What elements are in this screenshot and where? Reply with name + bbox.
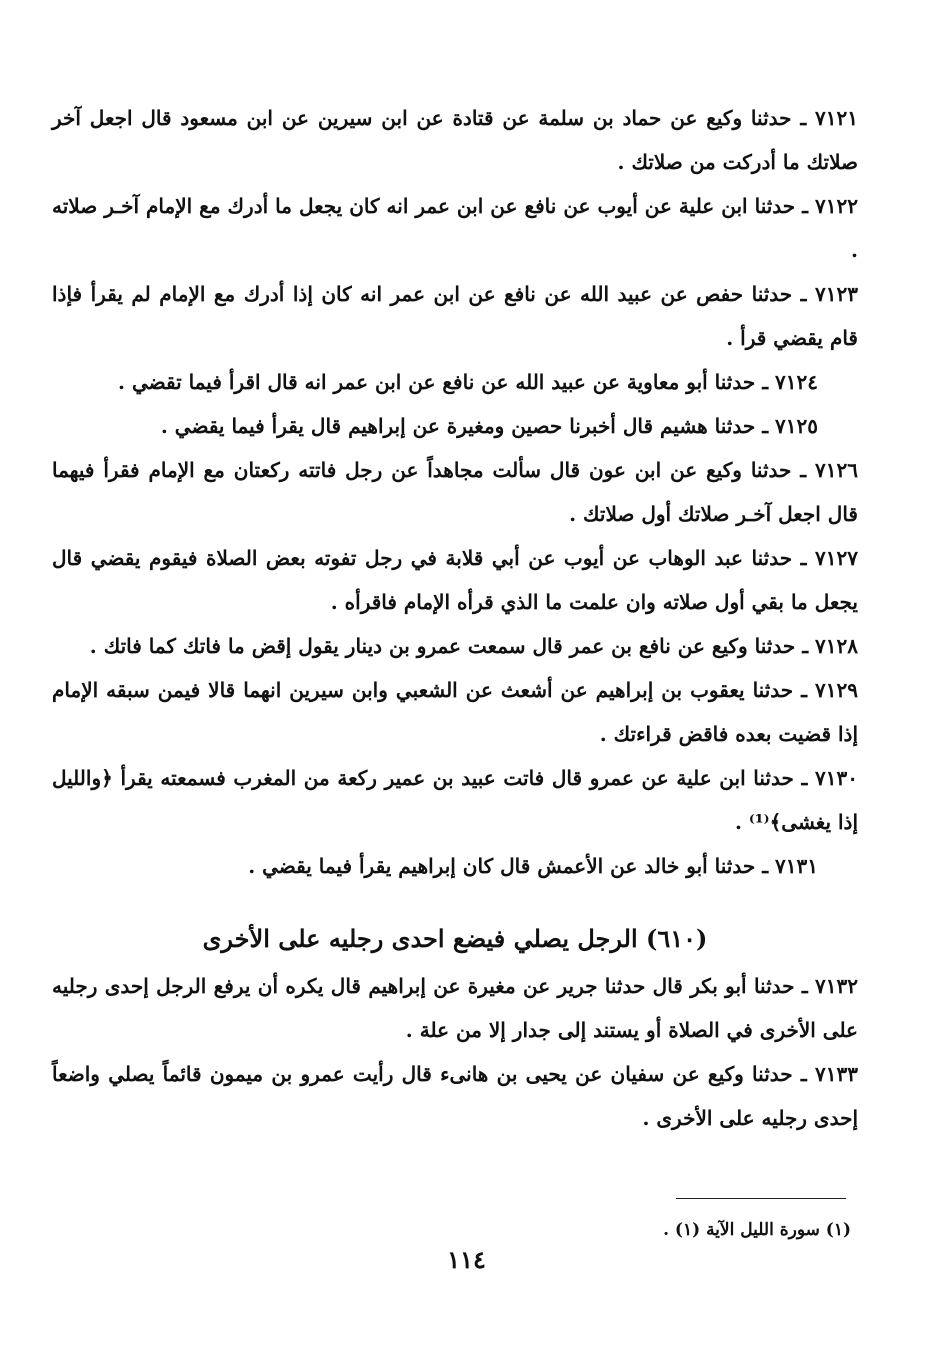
hadith-7127 (52, 536, 858, 624)
hadith-number: ٧١٢٤ (775, 370, 818, 394)
hadith-number: ٧١٢٢ (815, 194, 859, 218)
hadith-text: ـ حدثنا أبو بكر قال حدثنا جرير عن مغيرة عن إبراهيم قال يكره أن يرفع الرجل إحدى رجليه على الأخرى في الصلاة أو يستند إلى جدار إلا من علة . (52, 974, 858, 1042)
hadith-text: ـ حدثنا أبو خالد عن الأعمش قال كان إبراهيم يقرأ فيما يقضي . (248, 854, 769, 878)
hadith-7123 (52, 272, 858, 360)
page-number: ١١٤ (447, 1245, 486, 1274)
hadith-text: ـ حدثنا ابن علية عن عمرو قال فاتت عبيد بن عمير ركعة من المغرب فسمعته يقرأ ﴿والليل إذا يغشى﴾⁽¹⁾ . (52, 766, 858, 834)
hadith-number: ٧١٣٢ (815, 974, 858, 998)
hadith-text: ـ حدثنا ابن علية عن أيوب عن نافع عن ابن عمر انه كان يجعل ما أدرك مع الإمام آخـر صلاته . (52, 194, 858, 262)
chapter-heading: (٦١٠) الرجل يصلي فيضع احدى رجليه على الأخرى (202, 924, 708, 953)
hadith-7131 (52, 844, 858, 888)
hadith-text: ـ حدثنا وكيع عن سفيان عن يحيى بن هانىء قال رأيت عمرو بن ميمون قائماً يصلي واضعاً إحدى رجليه على الأخرى . (52, 1062, 858, 1130)
hadith-text: ـ حدثنا حفص عن عبيد الله عن نافع عن ابن عمر انه كان إذا أدرك مع الإمام لم يقرأ فإذا قام يقضي قرأ . (52, 282, 858, 350)
hadith-number: ٧١٢٧ (815, 546, 858, 570)
hadith-text: ـ حدثنا هشيم قال أخبرنا حصين ومغيرة عن إبراهيم قال يقرأ فيما يقضي . (160, 414, 769, 438)
hadith-number: ٧١٣١ (775, 854, 818, 878)
hadith-number: ٧١٢٩ (815, 678, 858, 702)
footnote-divider (676, 1198, 846, 1199)
hadith-number: ٧١٢٥ (775, 414, 818, 438)
hadith-text: ـ حدثنا وكيع عن حماد بن سلمة عن قتادة عن ابن سيرين عن ابن مسعود قال اجعل آخر صلاتك ما أدركت من صلاتك . (52, 106, 858, 174)
hadith-text: ـ حدثنا عبد الوهاب عن أيوب عن أبي قلابة في رجل تفوته بعض الصلاة فيقوم يقضي قال يجعل ما بقي أول صلاته وان علمت ما الذي قرأه الإمام فاقرأه . (52, 546, 858, 614)
hadith-7126 (52, 448, 858, 536)
hadith-7125 (52, 404, 858, 448)
hadith-number: ٧١٢٦ (815, 458, 858, 482)
hadith-7128 (52, 624, 858, 668)
hadith-7132 (52, 964, 858, 1052)
hadith-number: ٧١٢٣ (815, 282, 858, 306)
hadith-number: ٧١٣٠ (815, 766, 858, 790)
hadith-text: ـ حدثنا وكيع عن ابن عون قال سألت مجاهداً عن رجل فاتته ركعتان مع الإمام فقرأ فيهما قال اجعل آخـر صلاتك أول صلاتك . (52, 458, 858, 526)
hadith-7124 (52, 360, 858, 404)
hadith-7121 (52, 96, 858, 184)
hadith-list-top (52, 96, 858, 888)
hadith-7122 (52, 184, 858, 272)
hadith-7129 (52, 668, 858, 756)
hadith-7130 (52, 756, 858, 844)
footnote: (١) سورة الليل الآية (١) . (663, 1220, 851, 1240)
hadith-text: ـ حدثنا وكيع عن نافع بن عمر قال سمعت عمرو بن دينار يقول إقض ما فاتك كما فاتك . (89, 634, 809, 658)
hadith-list-bottom (52, 964, 858, 1140)
hadith-number: ٧١٢٨ (815, 634, 858, 658)
hadith-text: ـ حدثنا يعقوب بن إبراهيم عن أشعث عن الشعبي وابن سيرين انهما قالا فيمن سبقه الإمام إذا قضيت بعده فاقض قراءتك . (52, 678, 858, 746)
hadith-number: ٧١٢١ (815, 106, 859, 130)
hadith-text: ـ حدثنا أبو معاوية عن عبيد الله عن نافع عن ابن عمر انه قال اقرأ فيما تقضي . (118, 370, 769, 394)
hadith-number: ٧١٣٣ (815, 1062, 858, 1086)
hadith-7133 (52, 1052, 858, 1140)
